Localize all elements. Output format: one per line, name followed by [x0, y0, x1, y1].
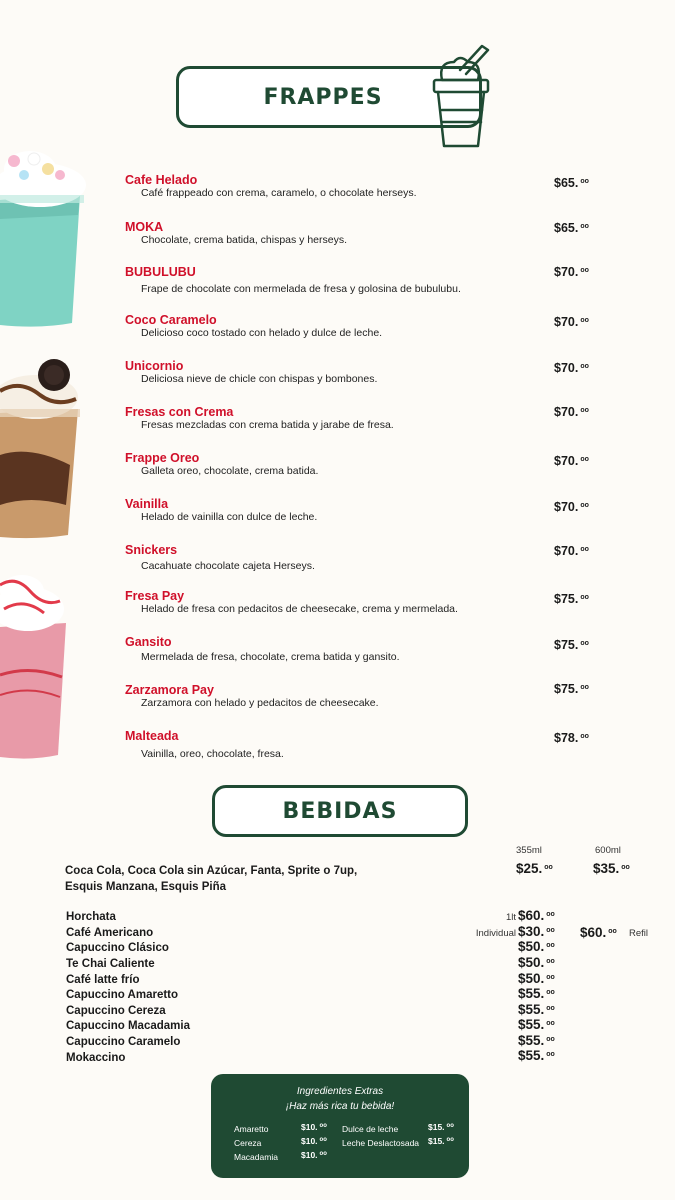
frappe-name: Coco Caramelo	[125, 313, 217, 327]
frappe-price: $75. $^{oo}$	[554, 638, 589, 652]
bebida-price: $55. $^{oo}$	[518, 1033, 555, 1048]
frappe-name: Zarzamora Pay	[125, 683, 214, 697]
bebida-price: $55. $^{oo}$	[518, 1002, 555, 1017]
frappe-name: Fresas con Crema	[125, 405, 234, 419]
extra-name: Macadamia	[234, 1152, 278, 1162]
bebida-name: Café latte frío	[66, 974, 140, 986]
frappes-title: FRAPPES	[263, 84, 383, 110]
bebida-size-qualifier: Individual	[475, 928, 516, 939]
soda-line-1: Coca Cola, Coca Cola sin Azúcar, Fanta, Sprite o 7up,	[65, 865, 358, 877]
bebida-price: $60. $^{oo}$	[518, 908, 555, 923]
frappe-item	[125, 589, 595, 616]
bebida-price: $55. $^{oo}$	[518, 986, 555, 1001]
bebida-size-qualifier: 1lt	[505, 912, 516, 923]
extra-name: Cereza	[234, 1138, 262, 1148]
frappe-price: $65. $^{oo}$	[554, 221, 589, 235]
soda-price-355: $25. $^{oo}$	[516, 861, 553, 876]
frappe-description: Vainilla, oreo, chocolate, fresa.	[141, 748, 284, 760]
extras-subtitle: ¡Haz más rica tu bebida!	[285, 1101, 395, 1112]
soda-price-600: $35. $^{oo}$	[593, 861, 630, 876]
frappe-price: $70. $^{oo}$	[554, 500, 589, 514]
bebida-name: Café Americano	[66, 927, 154, 939]
extra-price: $10. $^{oo}$	[301, 1150, 327, 1160]
bebida-price: $50. $^{oo}$	[518, 971, 555, 986]
frappe-item	[125, 173, 595, 200]
bebida-name: Capuccino Macadamia	[66, 1020, 190, 1032]
frappe-price: $75. $^{oo}$	[554, 682, 589, 696]
bebida-price: $50. $^{oo}$	[518, 939, 555, 954]
frappe-item	[125, 265, 595, 296]
extra-name: Dulce de leche	[342, 1124, 399, 1134]
frappe-description: Helado de fresa con pedacitos de cheesecake, crema y mermelada.	[141, 603, 458, 615]
extras-box	[211, 1074, 469, 1178]
bebida-name: Capuccino Cereza	[66, 1005, 166, 1017]
extra-price: $15. $^{oo}$	[428, 1136, 454, 1146]
frappe-item	[125, 729, 595, 761]
bebida-price: $55. $^{oo}$	[518, 1048, 555, 1063]
soda-names	[65, 863, 425, 895]
extra-name: Amaretto	[234, 1124, 269, 1134]
frappe-item	[125, 683, 595, 710]
frappe-item	[125, 405, 595, 432]
oreo-frappe-image	[0, 355, 85, 540]
frappe-description: Deliciosa nieve de chicle con chispas y bombones.	[141, 373, 378, 385]
frappe-item	[125, 451, 595, 478]
frappe-description: Fresas mezcladas con crema batida y jarabe de fresa.	[141, 419, 394, 431]
frappe-description: Zarzamora con helado y pedacitos de cheesecake.	[141, 697, 379, 709]
bebida-name: Capuccino Clásico	[66, 942, 169, 954]
frappe-cup-icon	[424, 40, 496, 152]
frappe-item	[125, 359, 595, 386]
frappe-price: $78. $^{oo}$	[554, 731, 589, 745]
frappe-name: Snickers	[125, 543, 178, 557]
frappe-price: $65. $^{oo}$	[554, 176, 589, 190]
frappe-name: BUBULUBU	[125, 265, 196, 279]
frappe-description: Frape de chocolate con mermelada de fresa y golosina de bubulubu.	[141, 283, 461, 295]
strawberry-frappe-image	[0, 565, 75, 765]
bebida-price: $30. $^{oo}$	[518, 924, 555, 939]
frappe-name: MOKA	[125, 220, 164, 234]
bebida-name: Horchata	[66, 911, 116, 923]
refil-price: $60. $^{oo}$	[580, 925, 617, 940]
frappe-item	[125, 635, 595, 664]
frappe-item	[125, 497, 595, 524]
frappe-description: Mermelada de fresa, chocolate, crema batida y gansito.	[141, 651, 400, 663]
bebida-name: Te Chai Caliente	[66, 958, 155, 970]
soda-line-2: Esquis Manzana, Esquis Piña	[65, 881, 227, 893]
frappe-name: Frappe Oreo	[125, 451, 200, 465]
frappe-item	[125, 220, 595, 247]
frappe-description: Galleta oreo, chocolate, crema batida.	[141, 465, 319, 477]
frappe-price: $75. $^{oo}$	[554, 592, 589, 606]
bebidas-title: BEBIDAS	[282, 798, 398, 824]
bebida-price: $55. $^{oo}$	[518, 1017, 555, 1032]
frappe-name: Cafe Helado	[125, 173, 198, 187]
frappe-price: $70. $^{oo}$	[554, 315, 589, 329]
size-label-600: 600ml	[595, 845, 621, 856]
refil-label: Refil	[629, 928, 649, 939]
frappe-price: $70. $^{oo}$	[554, 405, 589, 419]
frappe-price: $70. $^{oo}$	[554, 544, 589, 558]
bebida-name: Capuccino Amaretto	[66, 989, 179, 1001]
extra-price: $10. $^{oo}$	[301, 1122, 327, 1132]
extra-price: $15. $^{oo}$	[428, 1122, 454, 1132]
frappe-description: Café frappeado con crema, caramelo, o chocolate herseys.	[141, 187, 417, 199]
frappe-name: Gansito	[125, 635, 172, 649]
bebida-name: Capuccino Caramelo	[66, 1036, 181, 1048]
extra-price: $10. $^{oo}$	[301, 1136, 327, 1146]
bebidas-header	[212, 785, 468, 837]
size-label-355: 355ml	[516, 845, 542, 856]
frappe-description: Cacahuate chocolate cajeta Herseys.	[141, 560, 315, 572]
unicorn-frappe-image	[0, 145, 95, 330]
frappe-price: $70. $^{oo}$	[554, 361, 589, 375]
extra-name: Leche Deslactosada	[342, 1138, 420, 1148]
frappe-name: Unicornio	[125, 359, 184, 373]
bebida-name: Mokaccino	[66, 1052, 126, 1064]
frappe-description: Chocolate, crema batida, chispas y herseys.	[141, 234, 348, 246]
frappe-item	[125, 313, 595, 340]
frappe-name: Vainilla	[125, 497, 169, 511]
frappe-item	[125, 543, 595, 573]
frappe-price: $70. $^{oo}$	[554, 265, 589, 279]
frappe-description: Helado de vainilla con dulce de leche.	[141, 511, 318, 523]
bebida-price: $50. $^{oo}$	[518, 955, 555, 970]
extras-title: Ingredientes Extras	[296, 1086, 384, 1097]
frappe-name: Malteada	[125, 729, 179, 743]
frappe-price: $70. $^{oo}$	[554, 454, 589, 468]
frappe-name: Fresa Pay	[125, 589, 185, 603]
frappe-description: Delicioso coco tostado con helado y dulce de leche.	[141, 327, 383, 339]
